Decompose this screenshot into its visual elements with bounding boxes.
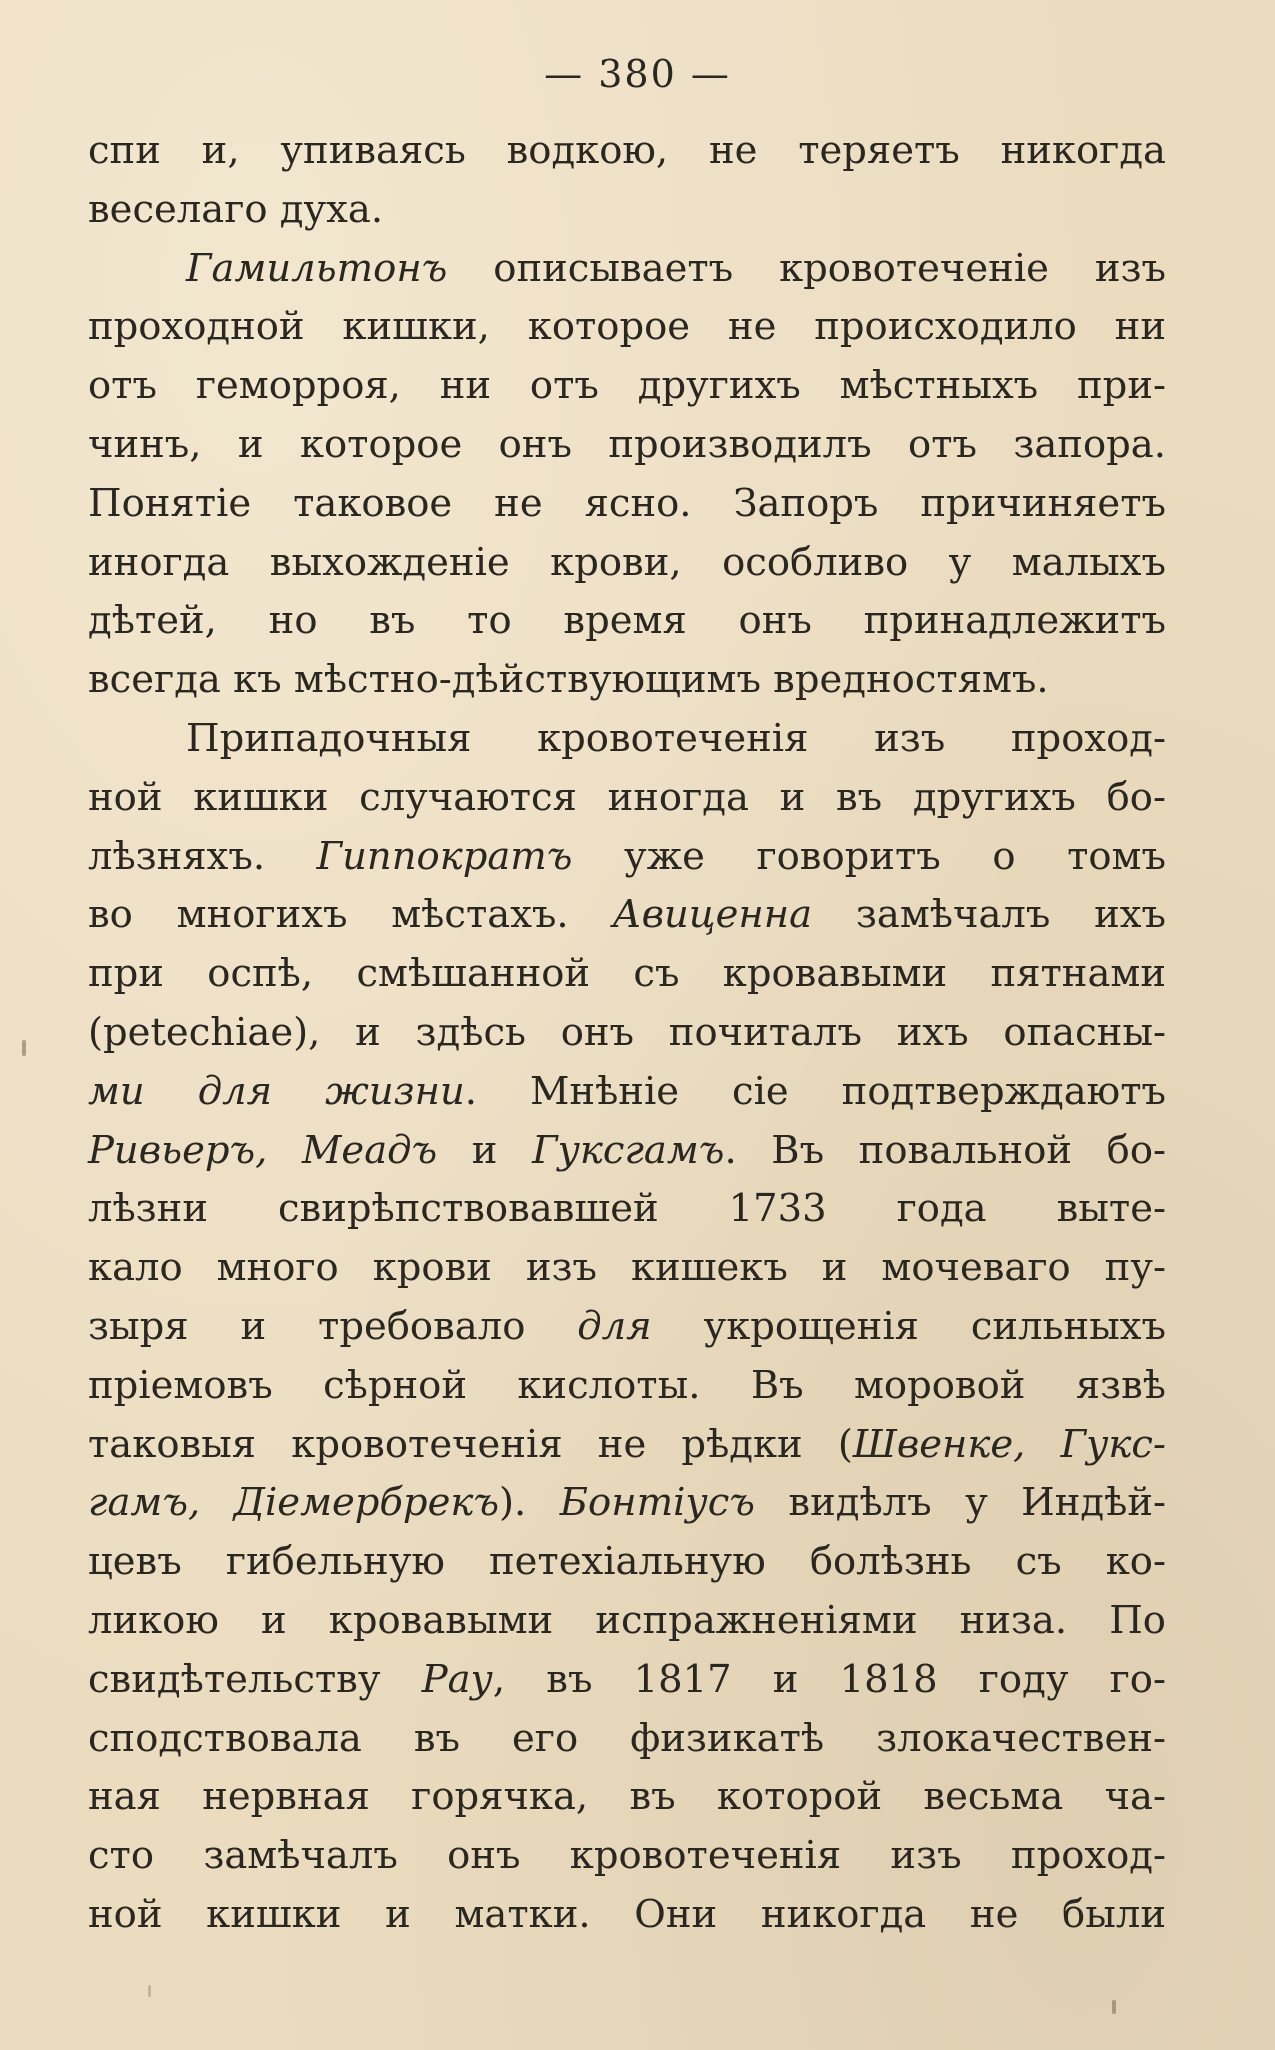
text-segment: и [437,1127,533,1173]
text-segment: во многихъ мѣстахъ. [88,892,613,938]
text-line [88,181,1166,240]
text-line [88,1768,1166,1827]
text-segment: чинъ, и которое онъ производилъ отъ запора. [88,421,1166,467]
text-line [88,475,1166,534]
text-segment: (petechiae), и здѣсь онъ почиталъ ихъ опасны- [88,1009,1166,1055]
italic-text: Гиппократъ [316,833,573,879]
body-text [88,122,1166,1945]
text-line [88,1592,1166,1651]
text-line [88,122,1166,181]
text-segment: дѣтей, но въ то время онъ принадлежитъ [88,598,1166,644]
text-segment: видѣлъ у Индѣй- [754,1480,1167,1526]
italic-text: Швенке, Гукс- [852,1421,1166,1467]
text-segment: ликою и кровавыми испражненіями низа. По [88,1597,1166,1643]
text-segment: спи и, упиваясь водкою, не теряетъ никогда [88,128,1166,173]
text-line [88,1004,1166,1063]
text-segment: лѣзняхъ. [88,833,317,879]
text-line [88,710,1166,769]
text-line [88,651,1166,710]
text-segment: , въ 1817 и 1818 году го- [492,1656,1166,1702]
text-segment: ная нервная горячка, въ которой весьма ча- [88,1774,1166,1820]
text-line [88,1886,1166,1945]
text-line [88,298,1166,357]
text-segment: ной кишки и матки. Они никогда не были [88,1891,1166,1937]
text-segment: укрощенія сильныхъ [651,1303,1166,1349]
text-line [88,534,1166,593]
text-line [88,416,1166,475]
text-line [88,592,1166,651]
text-line [88,240,1166,299]
text-segment: свидѣтельству [88,1656,422,1702]
text-segment: описываетъ кровотеченіе изъ [447,245,1166,291]
text-segment: при оспѣ, смѣшанной съ кровавыми пятнами [88,951,1166,997]
paper-speck [22,1040,26,1056]
text-line [88,945,1166,1004]
text-segment: веселаго духа. [88,186,384,232]
text-line [88,1533,1166,1592]
text-line [88,886,1166,945]
text-segment: лѣзни свирѣпствовавшей 1733 года выте- [88,1186,1166,1232]
text-segment: Припадочныя кровотеченія изъ проход- [186,715,1166,761]
text-line [88,1710,1166,1769]
text-segment: иногда выхожденіе крови, особливо у малыхъ [88,539,1166,585]
text-segment: зыря и требовало [88,1303,578,1349]
page-number: — 380 — [544,52,731,96]
text-line [88,1416,1166,1475]
text-line [88,1474,1166,1533]
italic-text: Гамильтонъ [186,245,448,291]
text-segment: сто замѣчалъ онъ кровотеченія изъ проход- [88,1833,1166,1879]
text-line [88,828,1166,887]
text-line [88,769,1166,828]
text-line [88,1357,1166,1416]
italic-text: ми для жизни [88,1068,465,1114]
text-segment: сподствовала въ его физикатѣ злокачествен- [88,1715,1166,1761]
text-segment: уже говоритъ о томъ [572,833,1166,879]
text-segment: таковыя кровотеченія не рѣдки ( [88,1421,853,1467]
text-segment: ). [499,1480,560,1526]
paper-speck [148,1985,151,1997]
text-segment: . Въ повальной бо- [724,1127,1167,1173]
text-line [88,357,1166,416]
italic-text: Бонтіусъ [559,1480,755,1526]
text-segment: пріемовъ сѣрной кислоты. Въ моровой язвѣ [88,1362,1166,1408]
text-segment: . Мнѣніе сіе подтверждаютъ [464,1068,1166,1114]
italic-text: Авиценна [612,892,813,938]
text-segment: отъ геморроя, ни отъ другихъ мѣстныхъ при- [88,363,1166,409]
paper-speck [1112,2000,1116,2014]
text-line [88,1063,1166,1122]
text-segment: кало много крови изъ кишекъ и мочеваго пу- [88,1245,1166,1291]
italic-text: Рау [421,1656,493,1702]
text-segment: цевъ гибельную петехіальную болѣзнь съ ко- [88,1539,1166,1585]
text-segment: ной кишки случаются иногда и въ другихъ бо- [88,774,1166,820]
italic-text: Ривьеръ, Меадъ [88,1127,438,1173]
text-line [88,1651,1166,1710]
text-segment: замѣчалъ ихъ [812,892,1166,938]
italic-text: для [577,1303,652,1349]
text-segment: Понятіе таковое не ясно. Запоръ причиняетъ [88,480,1166,526]
text-line [88,1122,1166,1181]
text-segment: всегда къ мѣстно-дѣйствующимъ вредностямъ. [88,657,1049,703]
text-segment: проходной кишки, которое не происходило ни [88,304,1166,350]
italic-text: гамъ, Діемербрекъ [88,1480,500,1526]
text-line [88,1298,1166,1357]
text-line [88,1827,1166,1886]
italic-text: Гуксгамъ [532,1127,725,1173]
text-line [88,1180,1166,1239]
text-line [88,1239,1166,1298]
